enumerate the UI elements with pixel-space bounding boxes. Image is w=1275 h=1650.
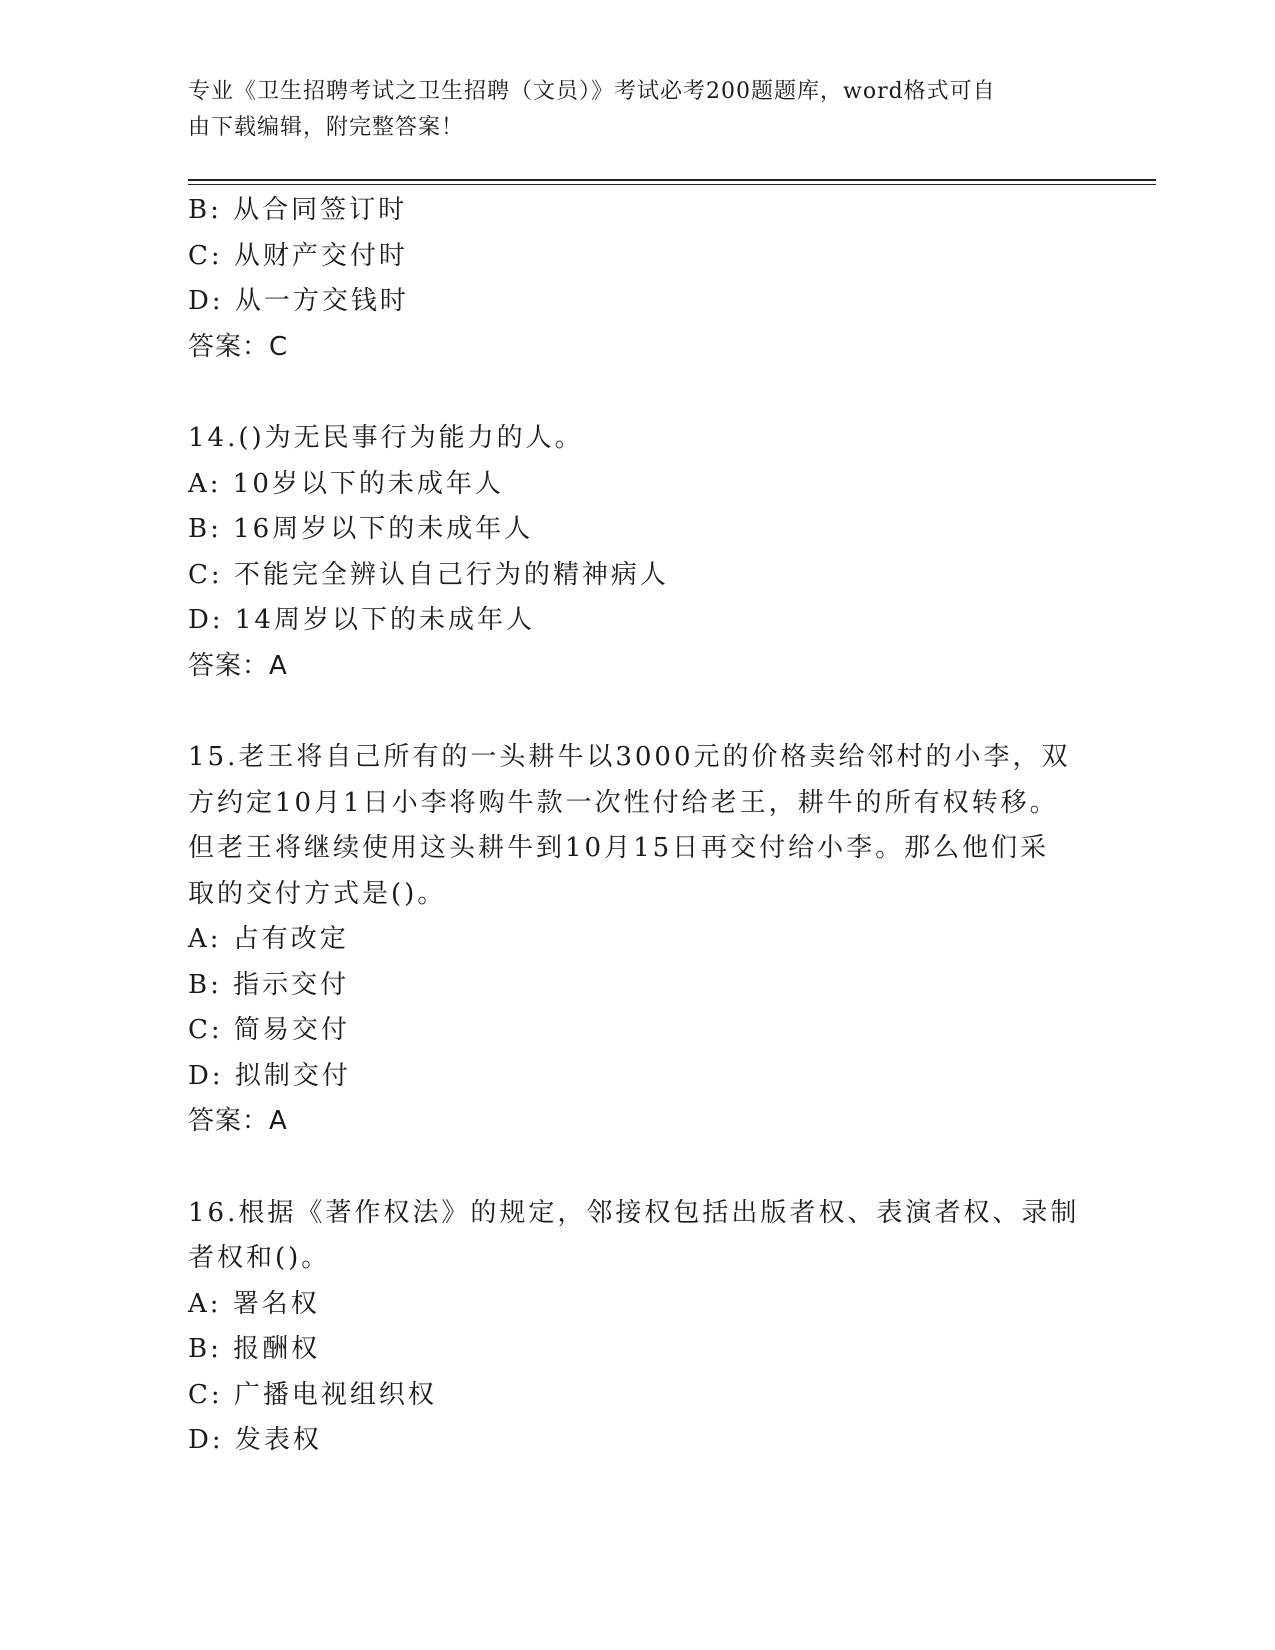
q15-question-line-2: 方约定10月1日小李将购牛款一次性付给老王，耕牛的所有权转移。 (188, 787, 1059, 818)
q13-option-c: C: 从财产交付时 (188, 240, 408, 271)
q14-option-b: B: 16周岁以下的未成年人 (188, 514, 534, 544)
question-16 (188, 1191, 1088, 1464)
q15-option-b: B: 指示交付 (188, 969, 350, 1000)
header-line-2: 由下载编辑，附完整答案！ (188, 115, 465, 140)
header-line-1: 专业《卫生招聘考试之卫生招聘（文员）》考试必考200题题库，word格式可自 (188, 79, 996, 104)
q14-option-a: A: 10岁以下的未成年人 (188, 468, 504, 499)
q15-question-line-1: 15.老王将自己所有的一头耕牛以3000元的价格卖给邻村的小李，双 (188, 742, 1071, 772)
spacer (188, 370, 1088, 416)
q15-option-c: C: 简易交付 (188, 1015, 350, 1045)
q13-option-b: B: 从合同签订时 (188, 195, 408, 225)
q16-option-b: B: 报酬权 (188, 1334, 321, 1364)
question-13 (188, 188, 1088, 370)
q15-option-d: D: 拟制交付 (188, 1060, 351, 1091)
question-15 (188, 735, 1088, 1145)
q13-option-d: D: 从一方交钱时 (188, 286, 409, 316)
q14-option-d: D: 14周岁以下的未成年人 (188, 605, 535, 635)
q16-question-line-2: 者权和()。 (188, 1243, 331, 1273)
header-rule-thick (188, 179, 1156, 181)
spacer (188, 689, 1088, 735)
q15-question-line-4: 取的交付方式是()。 (188, 878, 447, 909)
q13-answer: 答案：C (188, 331, 289, 362)
q16-option-c: C: 广播电视组织权 (188, 1379, 437, 1410)
spacer (188, 1145, 1088, 1191)
q16-option-d: D: 发表权 (188, 1425, 322, 1455)
q14-answer: 答案：A (188, 650, 288, 681)
document-body (188, 188, 1088, 1464)
q15-option-a: A: 占有改定 (188, 924, 349, 954)
q14-question: 14.()为无民事行为能力的人。 (188, 423, 584, 453)
q15-question-line-3: 但老王将继续使用这头耕牛到10月15日再交付给小李。那么他们采 (188, 833, 1050, 863)
header-rule-thin (188, 184, 1156, 185)
question-14 (188, 416, 1088, 689)
q15-answer: 答案：A (188, 1106, 288, 1136)
q14-option-c: C: 不能完全辨认自己行为的精神病人 (188, 559, 669, 590)
q16-question-line-1: 16.根据《著作权法》的规定，邻接权包括出版者权、表演者权、录制 (188, 1197, 1080, 1228)
document-header (188, 74, 1088, 146)
q16-option-a: A: 署名权 (188, 1288, 320, 1319)
